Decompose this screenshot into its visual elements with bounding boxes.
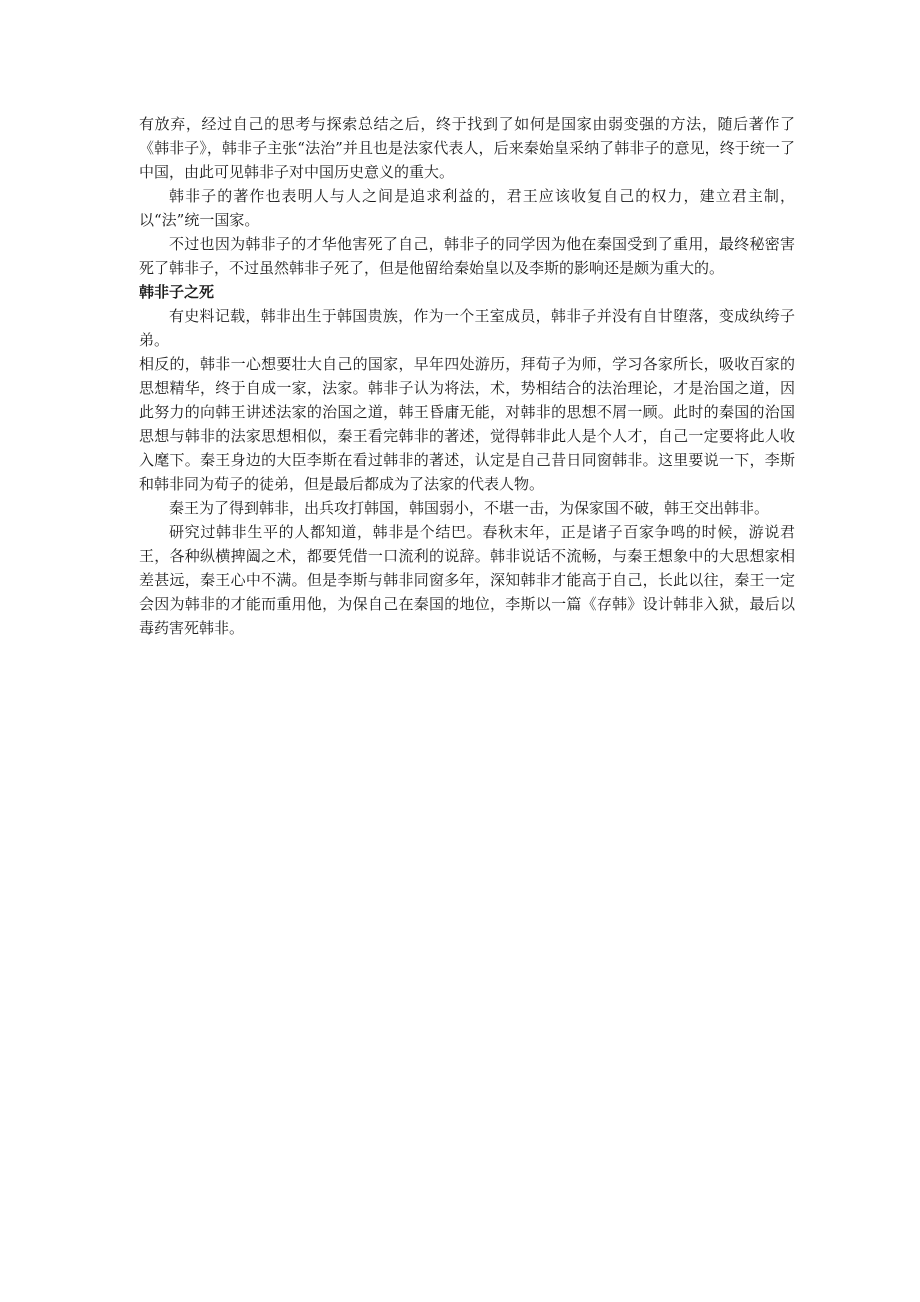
paragraph-writings: 韩非子的著作也表明人与人之间是追求利益的，君王应该收复自己的权力，建立君主制，以“法”统一国家。 bbox=[139, 187, 795, 229]
paragraph-death: 研究过韩非生平的人都知道，韩非是个结巴。春秋末年，正是诸子百家争鸣的时候，游说君王，各种纵横捭阖之术，都要凭借一口流利的说辞。韩非说话不流畅，与秦王想象中的大思想家相差甚远，秦王心中不满。但是李斯与韩非同窗多年，深知韩非才能高于自己，长此以往，秦王一定会因为韩非的才能而重用他，为保自己在秦国的地位，李斯以一篇《存韩》设计韩非入狱，最后以毒药害死韩非。 bbox=[139, 523, 795, 637]
paragraph-attack: 秦王为了得到韩非，出兵攻打韩国，韩国弱小，不堪一击，为保家国不破，韩王交出韩非。 bbox=[169, 499, 770, 517]
document-page bbox=[139, 112, 795, 640]
paragraph-talent: 不过也因为韩非子的才华他害死了自己，韩非子的同学因为他在秦国受到了重用，最终秘密害死了韩非子，不过虽然韩非子死了，但是他留给秦始皇以及李斯的影响还是颇为重大的。 bbox=[139, 235, 795, 277]
paragraph-origin: 有史料记载，韩非出生于韩国贵族，作为一个王室成员，韩非子并没有自甘堕落，变成纨绔子弟。 bbox=[139, 307, 795, 349]
paragraph-legalism: 相反的，韩非一心想要壮大自己的国家，早年四处游历，拜荀子为师，学习各家所长，吸收百家的思想精华，终于自成一家，法家。韩非子认为将法，术，势相结合的法治理论，才是治国之道，因此努力的向韩王讲述法家的治国之道，韩王昏庸无能，对韩非的思想不屑一顾。此时的秦国的治国思想与韩非的法家思想相似，秦王看完韩非的著述，觉得韩非此人是个人才，自己一定要将此人收入麾下。秦王身边的大臣李斯在看过韩非的著述，认定是自己昔日同窗韩非。这里要说一下，李斯和韩非同为荀子的徒弟，但是最后都成为了法家的代表人物。 bbox=[139, 355, 795, 493]
paragraph-continuation: 有放弃，经过自己的思考与探索总结之后，终于找到了如何是国家由弱变强的方法，随后著作了《韩非子》，韩非子主张“法治”并且也是法家代表人，后来秦始皇采纳了韩非子的意见，终于统一了中国，由此可见韩非子对中国历史意义的重大。 bbox=[139, 115, 795, 181]
section-heading: 韩非子之死 bbox=[139, 283, 215, 301]
